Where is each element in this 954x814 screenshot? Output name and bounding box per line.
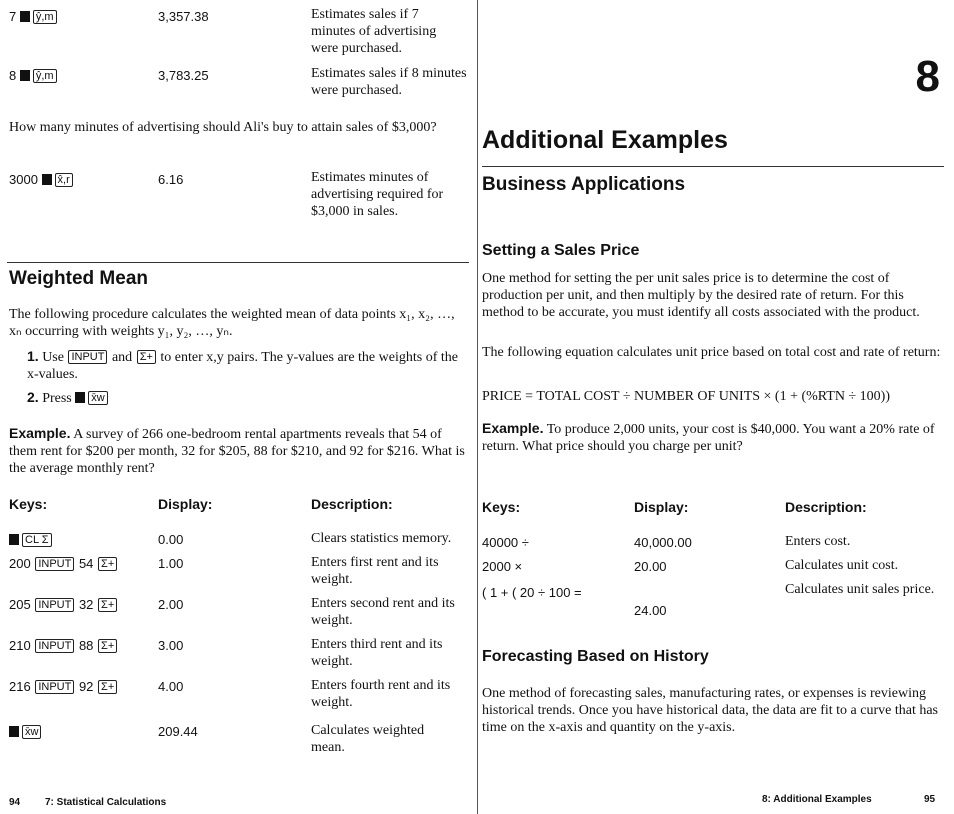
- footer-page-number: 95: [924, 794, 936, 805]
- keys-cell: 40000 ÷: [482, 535, 529, 550]
- weighted-mean-key: x̄w: [88, 391, 107, 405]
- display-cell: 40,000.00: [634, 535, 692, 550]
- display-cell: 209.44: [158, 724, 198, 739]
- section-title: Business Applications: [482, 174, 686, 195]
- chapter-number: 8: [915, 52, 940, 101]
- footer-page-number: 94: [9, 797, 21, 808]
- step-number: 1.: [27, 348, 39, 364]
- shift-key-icon: [75, 392, 85, 403]
- description-cell: Enters first rent and its weight.: [311, 555, 439, 587]
- input-key: INPUT: [35, 639, 74, 653]
- shift-key-icon: [20, 70, 30, 81]
- column-header-description: Description:: [311, 496, 393, 512]
- shift-key-icon: [42, 174, 52, 185]
- display-cell: 2.00: [158, 597, 184, 612]
- description-cell: Enters second rent and its weight.: [311, 596, 455, 628]
- example-text: To produce 2,000 units, your cost is $40,000. You want a 20% rate of return. What price should you charge per unit?: [482, 422, 935, 454]
- display-cell: 3,783.25: [158, 68, 209, 83]
- example-paragraph: [9, 425, 471, 477]
- keys-text: 32: [78, 597, 94, 612]
- sigma-plus-key: Σ+: [98, 557, 117, 571]
- sigma-plus-key: Σ+: [98, 598, 117, 612]
- keys-text: 200: [9, 556, 31, 571]
- display-cell: 6.16: [158, 172, 184, 187]
- step-text: Press: [42, 391, 72, 406]
- step-2: [27, 389, 109, 407]
- paragraph: One method for setting the per unit sales price is to determine the cost of production per unit, and then multiply by the desired rate of return. For this method to be accurate, you must identify all costs associated with the product.: [482, 271, 920, 320]
- step-text: to enter x,y pairs. The y-values are the weights of the x-values.: [27, 350, 458, 382]
- keys-cell: [9, 9, 58, 24]
- keys-text: 8: [9, 68, 17, 83]
- description-cell: Calculates unit cost.: [785, 558, 899, 573]
- description-cell: Calculates unit sales price.: [785, 582, 935, 597]
- column-header-keys: Keys:: [9, 496, 48, 512]
- keys-cell: [9, 68, 58, 83]
- step-text: Use: [42, 350, 64, 365]
- shift-key-icon: [9, 534, 19, 545]
- keys-cell: [9, 532, 53, 547]
- step-1: [27, 348, 467, 383]
- keys-cell: [9, 679, 118, 694]
- paragraph: One method of forecasting sales, manufacturing rates, or expenses is reviewing historical trends. Once you have historical data, the data are fit to a curve that has time on the x-axis and quantity on the y-axis.: [482, 686, 938, 735]
- example-label: Example.: [9, 425, 71, 441]
- footer-chapter-title: 7: Statistical Calculations: [45, 797, 167, 808]
- page-divider: [477, 0, 478, 814]
- step-number: 2.: [27, 389, 39, 405]
- keys-text: 7: [9, 9, 17, 24]
- sigma-plus-key: Σ+: [137, 350, 156, 364]
- example-label: Example.: [482, 420, 544, 436]
- keys-cell: 2000 ×: [482, 559, 523, 574]
- paragraph: The following equation calculates unit price based on total cost and rate of return:: [482, 345, 941, 360]
- keys-text: 205: [9, 597, 31, 612]
- description-cell: Enters third rent and its weight.: [311, 637, 443, 669]
- keys-cell: [9, 597, 118, 612]
- weighted-mean-key: x̄w: [22, 725, 41, 739]
- example-paragraph: [482, 420, 946, 455]
- sigma-plus-key: Σ+: [98, 639, 117, 653]
- equation: PRICE = TOTAL COST ÷ NUMBER OF UNITS × (1 + (%RTN ÷ 100)): [482, 389, 890, 404]
- description-cell: Calculates weighted mean.: [311, 723, 425, 755]
- column-header-display: Display:: [158, 496, 213, 512]
- keys-cell: [9, 172, 74, 187]
- keys-text: 210: [9, 638, 31, 653]
- keys-text: 92: [78, 679, 94, 694]
- shift-key-icon: [9, 726, 19, 737]
- clear-stats-key: CL Σ: [22, 533, 52, 547]
- display-cell: 3,357.38: [158, 9, 209, 24]
- column-header-description: Description:: [785, 499, 867, 515]
- keys-text: 54: [78, 556, 94, 571]
- keys-text: 216: [9, 679, 31, 694]
- display-cell: 20.00: [634, 559, 667, 574]
- column-header-display: Display:: [634, 499, 689, 515]
- sigma-plus-key: Σ+: [98, 680, 117, 694]
- display-cell: 1.00: [158, 556, 184, 571]
- description-cell: Estimates minutes of advertising required for $3,000 in sales.: [311, 170, 444, 219]
- description-cell: Estimates sales if 7 minutes of advertising were purchased.: [311, 7, 437, 56]
- input-key: INPUT: [35, 557, 74, 571]
- input-key: INPUT: [68, 350, 107, 364]
- section-rule: [7, 262, 469, 263]
- description-cell: Estimates sales if 8 minutes were purchased.: [311, 66, 467, 98]
- description-cell: Clears statistics memory.: [311, 531, 452, 546]
- display-cell: 0.00: [158, 532, 184, 547]
- keys-cell: [9, 638, 118, 653]
- question-paragraph: How many minutes of advertising should Ali's buy to attain sales of $3,000?: [9, 120, 437, 135]
- yhat-key: ŷ,m: [33, 69, 57, 83]
- keys-cell: [9, 556, 118, 571]
- step-text: and: [111, 350, 133, 365]
- input-key: INPUT: [35, 598, 74, 612]
- subsection-title: Setting a Sales Price: [482, 242, 640, 259]
- description-cell: Enters fourth rent and its weight.: [311, 678, 451, 710]
- column-header-keys: Keys:: [482, 499, 521, 515]
- display-cell: 24.00: [634, 603, 667, 618]
- footer-chapter-title: 8: Additional Examples: [762, 794, 872, 805]
- keys-text: 3000: [9, 172, 38, 187]
- xhat-key: x̂,r: [55, 173, 73, 187]
- yhat-key: ŷ,m: [33, 10, 57, 24]
- intro-paragraph: The following procedure calculates the weighted mean of data points x₁, x₂, …, xₙ occurring with weights y₁, y₂, …, yₙ.: [9, 307, 455, 339]
- input-key: INPUT: [35, 680, 74, 694]
- keys-cell: [9, 724, 42, 739]
- keys-cell: ( 1 + ( 20 ÷ 100 =: [482, 585, 582, 600]
- keys-text: 88: [78, 638, 94, 653]
- display-cell: 4.00: [158, 679, 184, 694]
- shift-key-icon: [20, 11, 30, 22]
- subsection-title: Forecasting Based on History: [482, 648, 709, 665]
- chapter-rule: [482, 166, 944, 167]
- chapter-title: Additional Examples: [482, 126, 728, 154]
- example-text: A survey of 266 one-bedroom rental apartments reveals that 54 of them rent for $200 per month, 32 for $205, 88 for $210, and 92 for $216. What is the average monthly rent?: [9, 427, 465, 476]
- section-title: Weighted Mean: [9, 268, 148, 289]
- display-cell: 3.00: [158, 638, 184, 653]
- description-cell: Enters cost.: [785, 534, 851, 549]
